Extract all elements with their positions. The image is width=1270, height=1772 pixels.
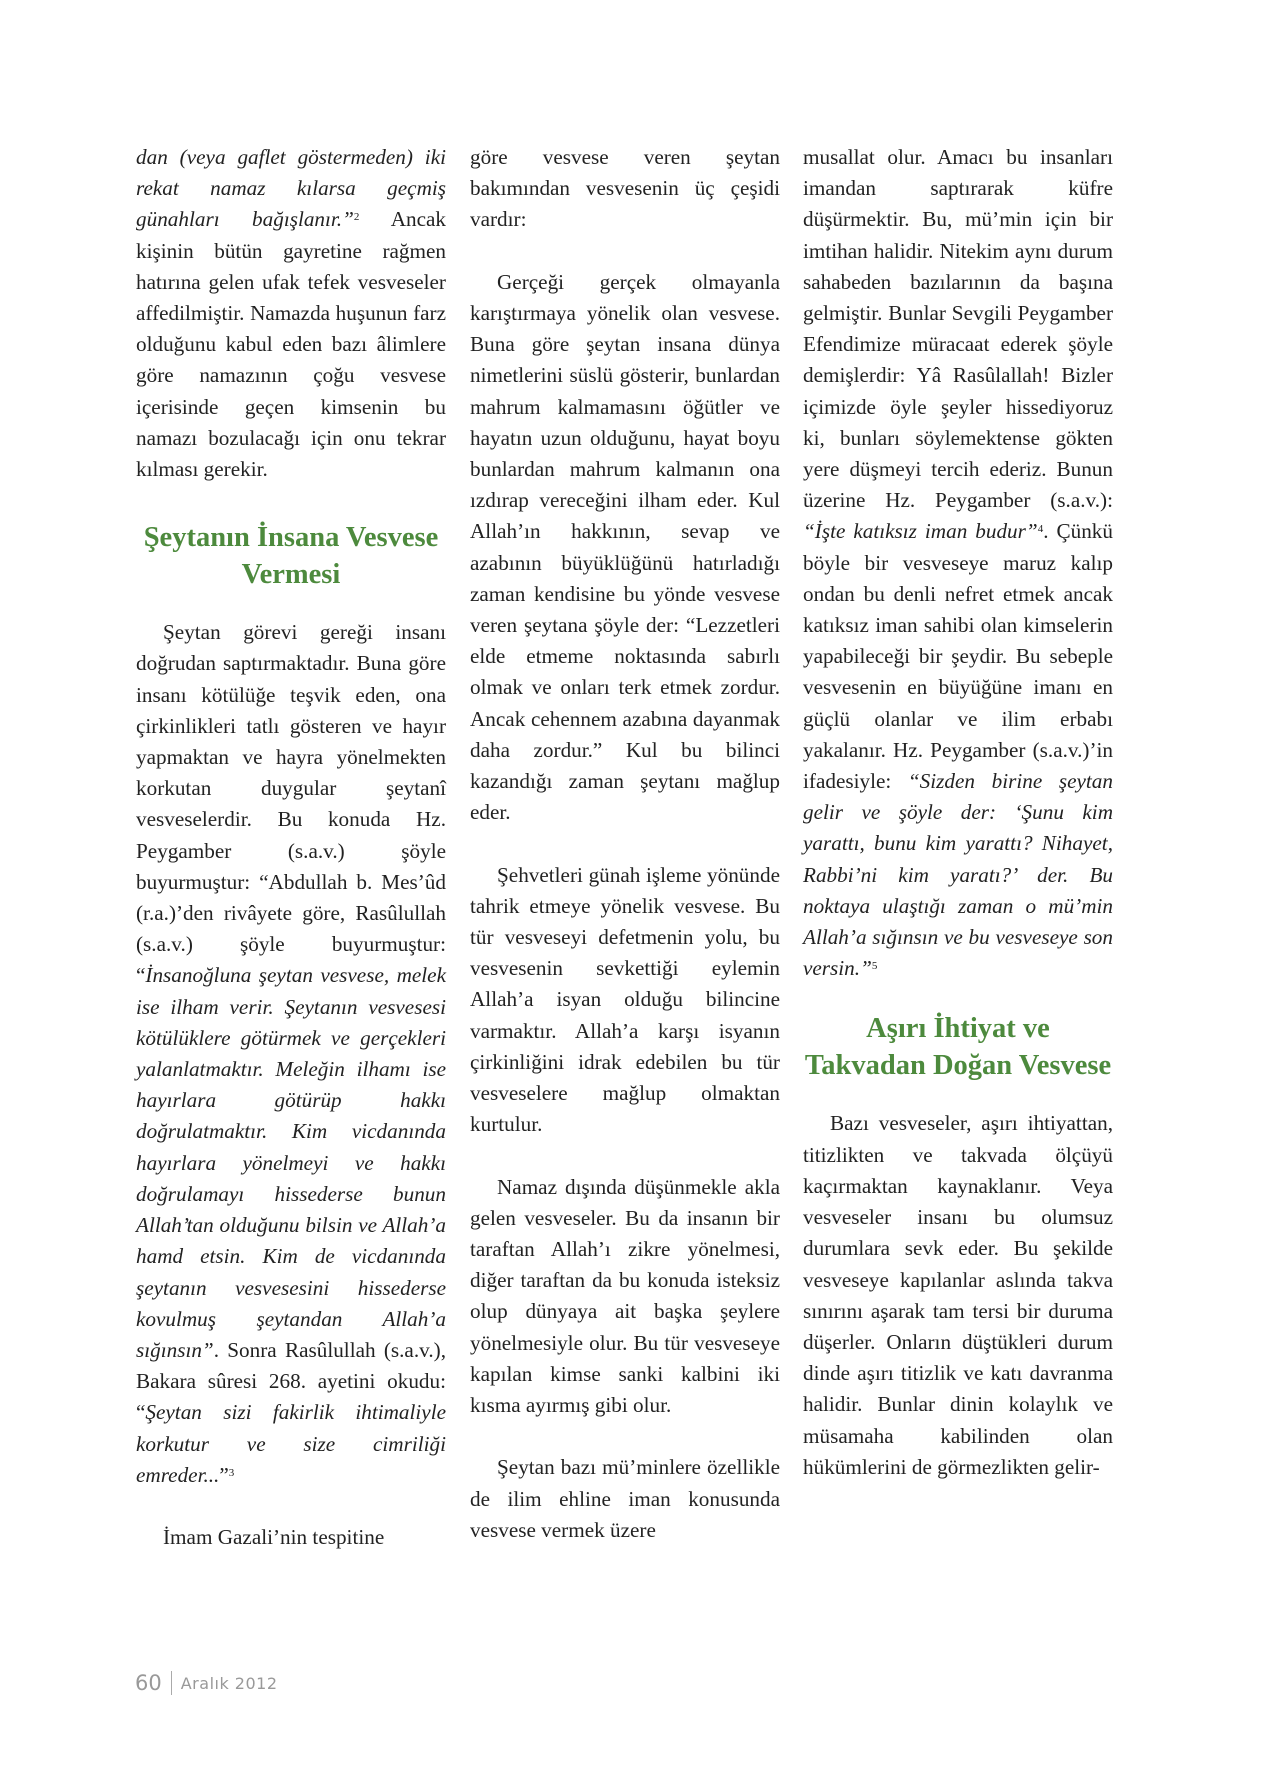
hadith-quote: dan (veya gaflet göstermeden) iki rekat namaz kılarsa geçmiş günahları bağışlanır.”	[136, 145, 446, 232]
footnote-ref: 4	[1037, 523, 1044, 536]
paragraph-text: ”	[219, 1462, 229, 1487]
paragraph: Namaz dışında düşünmekle akla gelen vesveseler. Bu da insanın bir taraftan Allah’ı zikre yönelmesi, diğer taraftan da bu konuda isteksiz olup dünyaya ait başka şeylere yönelmesiyle olur. Bu tür vesveseye kapılan kimse sanki kalbini iki kısma ayırmış gibi olur.	[470, 1174, 780, 1418]
paragraph: Şehvetleri günah işleme yönünde tahrik etmeye yönelik vesvese. Bu tür vesveseyi defetmenin yolu, bu vesvesenin sevkettiği eylemin Allah’a isyan olduğu bilincine varmaktır. Allah’a karşı isyanın çirkinliğini idrak edebilen bu tür vesveselere mağlup olmaktan kurtulur.	[470, 862, 780, 1137]
paragraph	[136, 142, 446, 485]
issue-date: Aralık 2012	[180, 1673, 278, 1693]
paragraph-text: Şeytan görevi gereği insanı doğrudan saptırmaktadır. Buna göre insanı kötülüğe teşvik eden, ona çirkinlikleri tatlı gösteren ve hayır yapmaktan ve hayra yönelmekten korkutan duygular şeytanî vesveselerdir. Bu konuda Hz. Peygamber (s.a.v.) şöyle buyurmuştur: “Abdullah b. Mes’ûd (r.a.)’den rivâyete göre, Rasûlullah (s.a.v.) şöyle buyurmuştur: “	[136, 620, 446, 988]
page-footer	[135, 1671, 278, 1695]
hadith-quote: İnsanoğluna şeytan vesvese, melek ise ilham verir. Şeytanın vesvesesi kötülüklere götürmek ve gerçekleri yalanlatmaktır. Meleğin ilhamı ise hayırlara götürüp hakkı doğrulatmaktır. Kim vicdanında hayırlara yönelmeyi ve hakkı doğrulamayı hissederse bunun Allah’tan olduğunu bilsin ve Allah’a hamd etsin. Kim de vicdanında şeytanın vesvesesini hissederse kovulmuş şeytandan Allah’a sığınsın”	[136, 963, 446, 1362]
footnote-ref: 5	[871, 960, 878, 973]
paragraph: Bazı vesveseler, aşırı ihtiyattan, titizlikten ve takvada ölçüyü kaçırmaktan kaynaklanır. Veya vesveseler insanı bu olumsuz durumlara sevk eder. Bu şekilde vesveseye kapılanlar aslında takva sınırını aşarak tam tersi bir duruma düşerler. Onların düştükleri durum dinde aşırı titizlik ve katı davranma halidir. Bunlar dinin kolaylık ve müsamaha kabilinden olan hükümlerini de görmezlikten gelir-	[803, 1111, 1113, 1479]
paragraph-text: musallat olur. Amacı bu insanları imandan saptırarak küfre düşürmektir. Bu, mü’min için bir imtihan halidir. Nitekim aynı durum sahabeden bazılarının da başına gelmiştir. Bunlar Sevgili Peygamber Efendimize müracaat ederek şöyle demişlerdir: Yâ Rasûlallah! Bizler içimizde öyle şeyler hissediyoruz ki, bunları söylemektense gökten yere düşmeyi tercih ederiz. Bunun üzerine Hz. Peygamber (s.a.v.):	[803, 145, 1113, 513]
section-heading: Aşırı İhtiyat ve Takvadan Doğan Vesvese	[804, 1013, 1112, 1082]
hadith-quote: “İşte katıksız iman budur”	[803, 519, 1038, 544]
text-column-3	[803, 142, 1113, 1483]
verse-quote: Şeytan sizi fakirlik ihtimaliyle korkutur ve size cimriliği emreder...	[136, 1400, 446, 1487]
paragraph: İmam Gazali’nin tespitine	[163, 1525, 385, 1550]
paragraph: Şeytan bazı mü’minlere özellikle de ilim ehline iman konusunda vesvese vermek üzere	[470, 1455, 780, 1542]
footnote-ref: 3	[228, 1466, 235, 1479]
paragraph	[136, 617, 446, 1491]
paragraph: Gerçeği gerçek olmayanla karıştırmaya yönelik olan vesvese. Buna göre şeytan insana dünya nimetlerini süslü gösterir, bunlardan mahrum kalmamasını öğütler ve hayatın uzun olduğunu, hayat boyu bunlardan mahrum kalmanın ona ızdırap vereceğini ilham eder. Kul Allah’ın hakkının, sevap ve azabının büyüklüğünü hatırladığı zaman kendisine bu yönde vesvese veren şeytana şöyle der: “Lezzetleri elde etmeme noktasında sabırlı olmak ve onları terk etmek zordur. Ancak cehennem azabına dayanmak daha zordur.” Kul bu bilinci kazandığı zaman şeytanı mağlup eder.	[470, 269, 780, 825]
paragraph	[803, 142, 1113, 984]
text-column-2	[470, 142, 780, 1546]
paragraph-text: . Çünkü böyle bir vesveseye maruz kalıp ondan bu denli nefret etmek ancak katıksız iman sahibi olan kimselerin yapabileceği bir şeydir. Bu sebeple vesvesenin en büyüğüne imanı en güçlü olanlar ve ilim erbabı yakalanır. Hz. Peygamber (s.a.v.)’in ifadesiyle:	[803, 519, 1113, 794]
paragraph-text: . Sonra Rasûlullah (s.a.v.), Bakara sûresi 268. ayetini okudu: “	[136, 1337, 446, 1425]
paragraph: göre vesvese veren şeytan bakımından vesvesenin üç çeşidi vardır:	[470, 145, 780, 232]
footnote-ref: 2	[353, 211, 360, 224]
paragraph-text: Ancak kişinin bütün gayretine rağmen hatırına gelen ufak tefek vesveseler affedilmiştir. Namazda huşunun farz olduğunu kabul eden bazı âlimlere göre namazının çoğu vesvese içerisinde geçen kimsenin bu namazı bozulacağı için onu tekrar kılması gerekir.	[136, 207, 446, 482]
section-heading: Şeytanın İnsana Vesvese Vermesi	[143, 522, 439, 591]
text-column-1	[136, 142, 446, 1553]
footer-divider	[171, 1671, 172, 1695]
page-number: 60	[135, 1671, 162, 1695]
hadith-quote: “Sizden birine şeytan gelir ve şöyle der: ‘Şunu kim yarattı, bunu kim yarattı? Nihayet, Rabbi’ni kim yaratı?’ der. Bu noktaya ulaştığı zaman o mü’min Allah’a sığınsın ve bu vesveseye son versin.”	[803, 769, 1113, 981]
